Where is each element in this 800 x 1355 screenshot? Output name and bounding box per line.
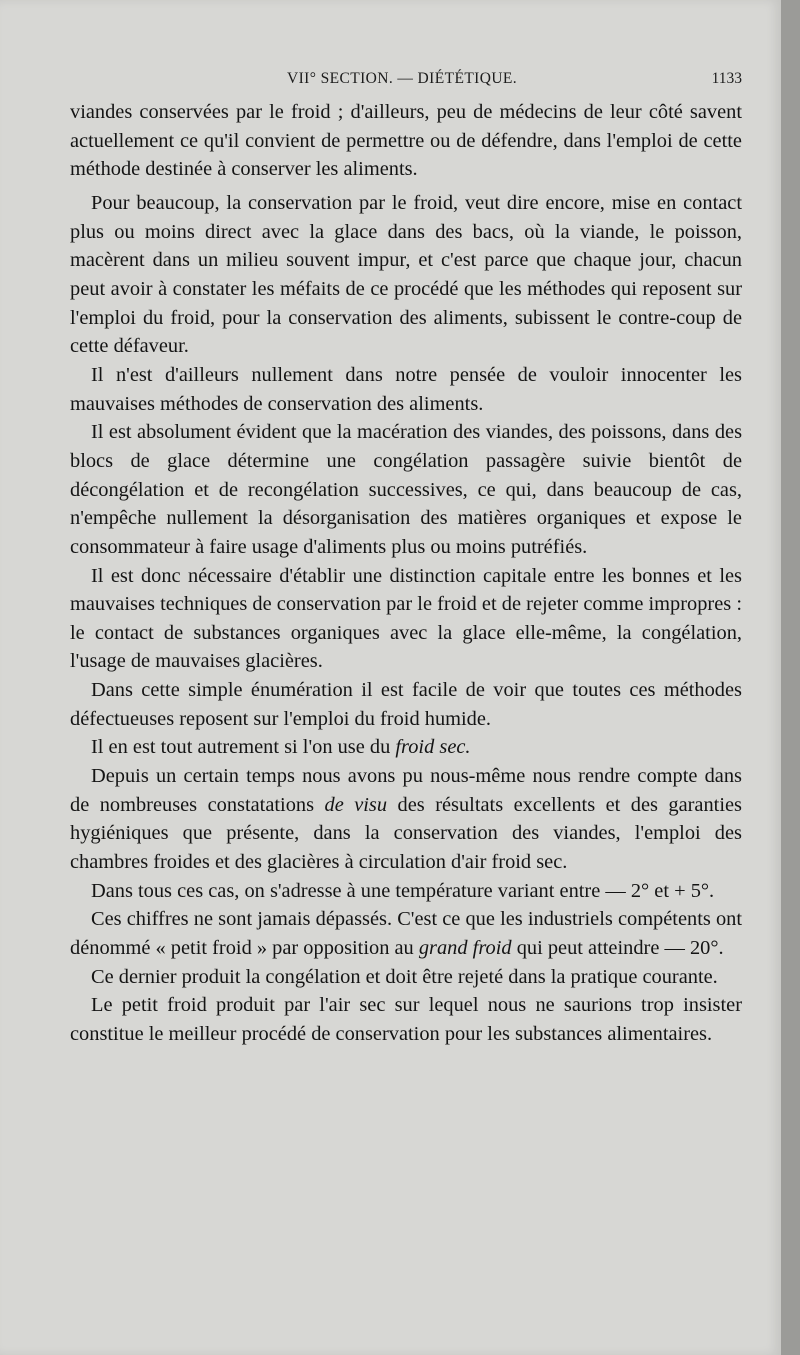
page-number: 1133 [711, 70, 742, 87]
page-header [70, 68, 742, 98]
page-edge [781, 0, 800, 1355]
paragraph: Il n'est d'ailleurs nullement dans notre pensée de vouloir innocenter les mauvaises méthodes de conservation des aliments. [70, 363, 742, 415]
running-title: VII° SECTION. — DIÉTÉTIQUE. [287, 70, 518, 87]
emphasis: grand froid [418, 937, 512, 960]
paragraph: Depuis un certain temps nous avons pu nous-même nous rendre compte dans de nombreuses constatations de visu des résultats excellents et des garanties hygiéniques que présente, dans la conservation des viandes, l'emploi des chambres froides et des glacières à circulation d'air froid sec. [70, 765, 742, 874]
paragraph: viandes conservées par le froid ; d'ailleurs, peu de médecins de leur côté savent actuellement ce qu'il convient de permettre ou de défendre, dans l'emploi de cette méthode destinée à conserver les aliments. [70, 101, 742, 181]
paragraph: Il en est tout autrement si l'on use du froid sec. [91, 736, 471, 759]
emphasis: froid sec. [395, 736, 471, 759]
paragraph: Dans tous ces cas, on s'adresse à une température variant entre — 2° et + 5°. [91, 879, 715, 902]
body-text [70, 98, 742, 1049]
paragraph: Il est donc nécessaire d'établir une distinction capitale entre les bonnes et les mauvaises techniques de conservation par le froid et de rejeter comme impropres : le contact de substances organiques avec la glace elle-même, la congélation, l'usage de mauvaises glacières. [70, 564, 742, 673]
paragraph: Dans cette simple énumération il est facile de voir que toutes ces méthodes défectueuses reposent sur l'emploi du froid humide. [70, 679, 742, 730]
paragraph: Ce dernier produit la congélation et doit être rejeté dans la pratique courante. [91, 965, 718, 988]
emphasis: de visu [324, 793, 388, 816]
paragraph: Ces chiffres ne sont jamais dépassés. C'est ce que les industriels compétents ont dénommé « petit froid » par opposition au grand froid qui peut atteindre — 20°. [70, 908, 742, 960]
paragraph: Il est absolument évident que la macération des viandes, des poissons, dans des blocs de glace détermine une congélation passagère suivie bientôt de décongélation et de recongélation successives, ce qui, dans beaucoup de cas, n'empêche nullement la désorganisation des matières organiques et expose le consommateur à faire usage d'aliments plus ou moins putréfiés. [70, 421, 742, 558]
paragraph: Le petit froid produit par l'air sec sur lequel nous ne saurions trop insister constitue le meilleur procédé de conservation pour les substances alimentaires. [70, 994, 742, 1045]
paragraph: Pour beaucoup, la conservation par le froid, veut dire encore, mise en contact plus ou moins direct avec la glace dans des bacs, où la viande, le poisson, macèrent dans un milieu souvent impur, et c'est parce que chaque jour, chacun peut avoir à constater les méfaits de ce procédé que les méthodes qui reposent sur l'emploi du froid, pour la conservation des aliments, subissent le contre-coup de cette défaveur. [70, 191, 742, 358]
